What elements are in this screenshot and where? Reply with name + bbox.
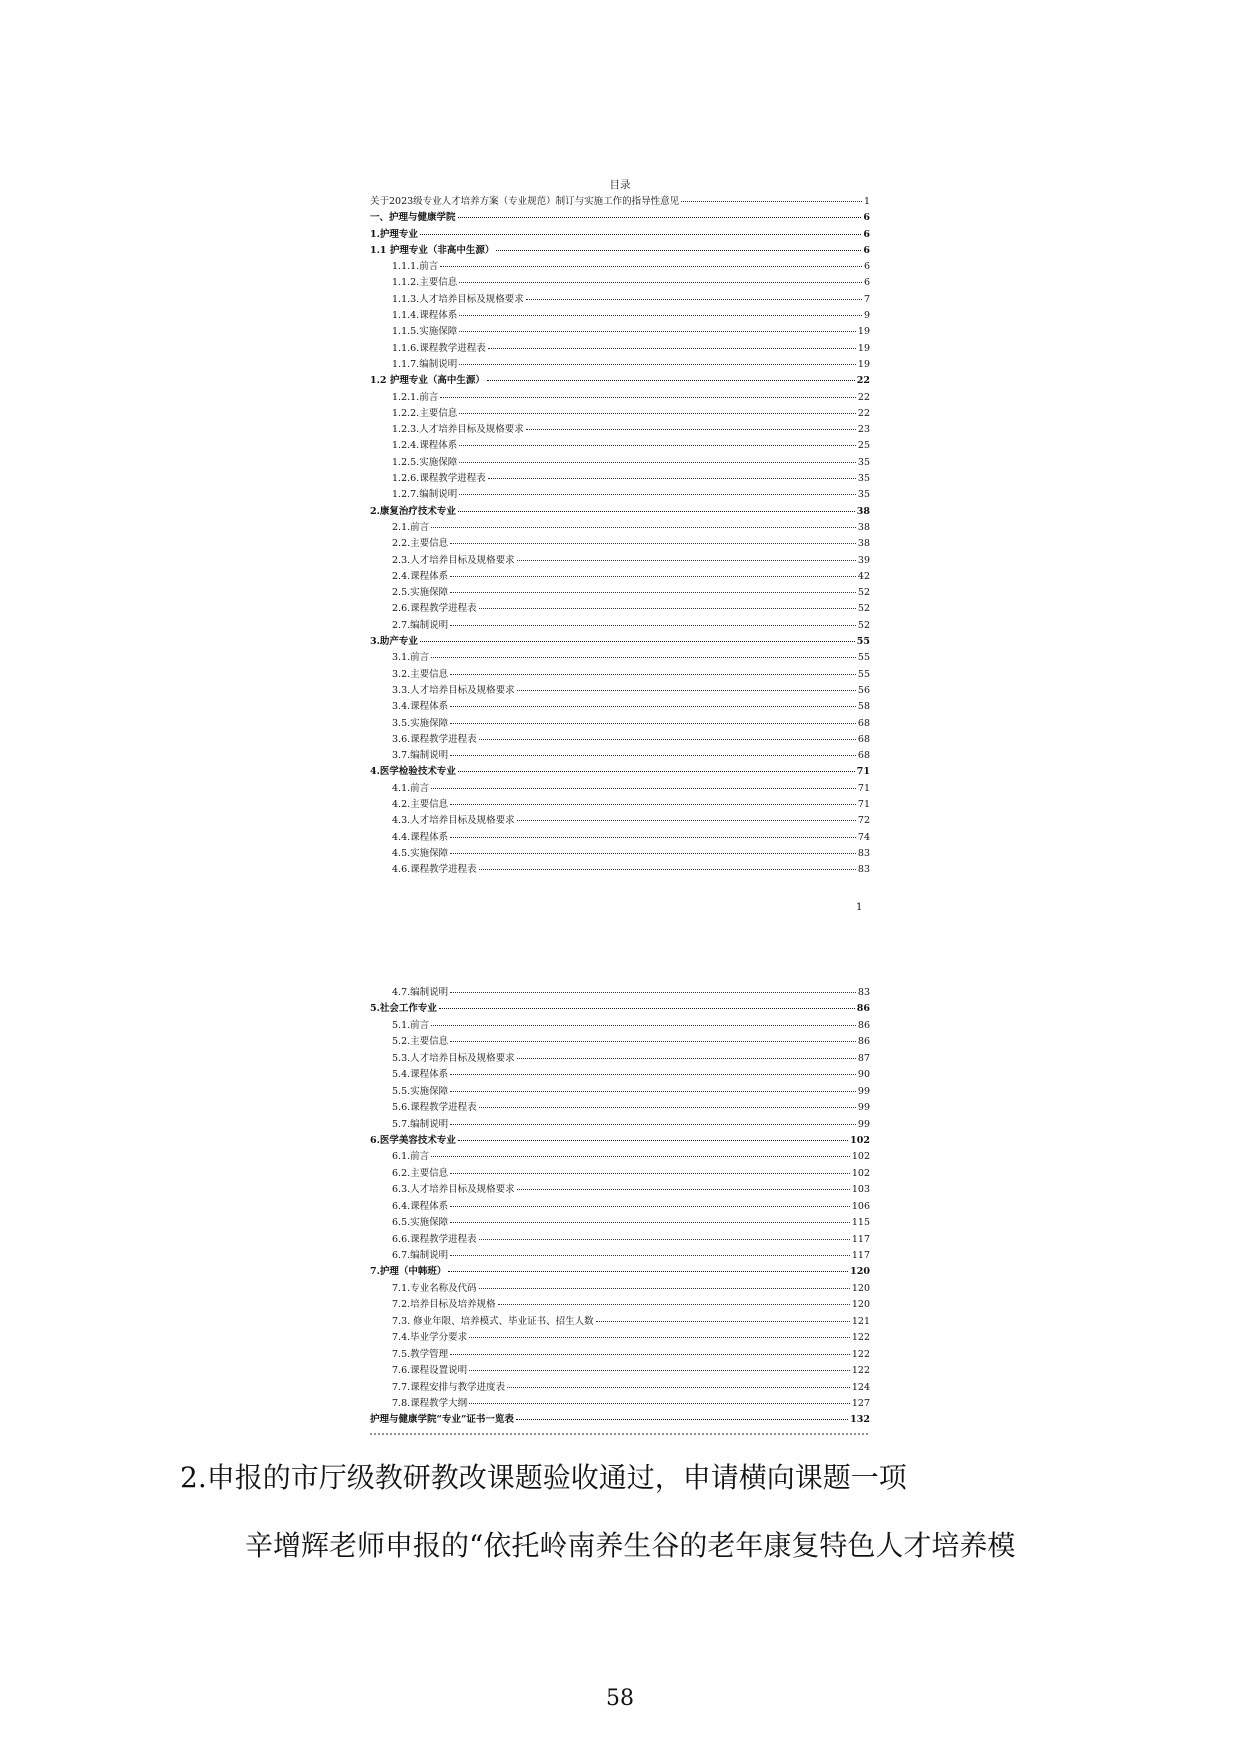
toc-leader-dots <box>448 1271 848 1272</box>
toc-entry <box>370 601 870 617</box>
toc-entry <box>370 1149 870 1165</box>
cut-off-line <box>370 1433 870 1435</box>
toc-entry-label: 3.1.前言 <box>392 652 430 664</box>
toc-entry-page: 6 <box>863 261 870 273</box>
toc-entry-page: 39 <box>857 554 870 566</box>
toc-entry-label: 2.1.前言 <box>392 521 430 533</box>
toc-entry-page: 106 <box>851 1200 870 1212</box>
toc-entry <box>370 1018 870 1034</box>
toc-entry <box>370 536 870 552</box>
toc-entry <box>370 569 870 585</box>
toc-entry-label: 7.7.课程安排与教学进度表 <box>392 1381 506 1393</box>
toc-entry-label: 6.医学美容技术专业 <box>370 1134 456 1146</box>
toc-page-number: 1 <box>856 902 863 913</box>
toc-entry-label: 1.1.1.前言 <box>392 261 439 273</box>
toc-entry-page: 86 <box>857 1036 870 1048</box>
toc-entry-page: 22 <box>857 391 870 403</box>
toc-entry <box>370 1412 870 1428</box>
toc-leader-dots <box>450 592 856 593</box>
toc-entry <box>370 1232 870 1248</box>
toc-entry-label: 7.4.毕业学分要求 <box>392 1332 468 1344</box>
page-number: 58 <box>606 1686 634 1711</box>
toc-leader-dots <box>479 1288 850 1289</box>
toc-entry-label: 1.1.7.编制说明 <box>392 358 458 370</box>
toc-entry-label: 1.1.4.课程体系 <box>392 310 458 322</box>
toc-leader-dots <box>479 1107 856 1108</box>
toc-leader-dots <box>431 1156 850 1157</box>
toc-entry-page: 35 <box>857 489 870 501</box>
toc-entry-label: 4.7.编制说明 <box>392 987 449 998</box>
toc-entry <box>370 227 870 243</box>
toc-entry <box>370 438 870 454</box>
toc-entry-page: 124 <box>851 1381 870 1393</box>
toc-leader-dots <box>450 1074 856 1075</box>
toc-leader-dots <box>450 706 856 707</box>
toc-entry-label: 5.社会工作专业 <box>370 1003 437 1015</box>
toc-entry-page: 38 <box>857 521 870 533</box>
toc-entry-label: 7.5.教学管理 <box>392 1348 449 1360</box>
toc-entry-page: 68 <box>857 717 870 729</box>
toc-entry-page: 99 <box>857 1118 870 1130</box>
toc-entry-page: 132 <box>850 1414 870 1426</box>
toc-entry-label: 7.3. 修业年限、培养模式、毕业证书、招生人数 <box>392 1315 594 1327</box>
toc-entry-page: 83 <box>857 864 870 876</box>
toc-leader-dots <box>450 853 856 854</box>
toc-entry <box>370 1314 870 1330</box>
toc-entry-page: 68 <box>857 750 870 762</box>
toc-entry-page: 55 <box>857 668 870 680</box>
toc-entry-page: 115 <box>851 1217 870 1229</box>
toc-entry-page: 122 <box>851 1365 870 1377</box>
toc-entry-page: 22 <box>857 407 870 419</box>
toc-leader-dots <box>450 1354 850 1355</box>
toc-leader-dots <box>450 1124 856 1125</box>
toc-leader-dots <box>596 1321 850 1322</box>
toc-entry <box>370 1380 870 1396</box>
toc-entry-page: 117 <box>851 1250 870 1261</box>
toc-entry-label: 6.2.主要信息 <box>392 1167 449 1179</box>
toc-leader-dots <box>496 250 861 251</box>
toc-entry-page: 9 <box>863 310 870 322</box>
toc-leader-dots <box>479 608 856 609</box>
toc-entry-label: 4.6.课程教学进程表 <box>392 864 477 876</box>
toc-entry-page: 120 <box>851 1282 870 1294</box>
toc-entry-page: 58 <box>857 701 870 713</box>
toc-leader-dots <box>507 1387 850 1388</box>
toc-entry <box>370 1363 870 1379</box>
toc-entry-page: 102 <box>850 1134 870 1146</box>
toc-entry-label: 7.8.课程教学大纲 <box>392 1397 468 1409</box>
toc-entry-label: 3.助产专业 <box>370 636 418 648</box>
toc-entry-page: 122 <box>851 1348 870 1360</box>
toc-entry-page: 55 <box>856 636 870 648</box>
toc-entry-page: 38 <box>856 505 870 517</box>
toc-page-2 <box>370 985 870 1429</box>
toc-entry-page: 71 <box>857 782 870 794</box>
toc-leader-dots <box>516 1419 848 1420</box>
toc-entry-page: 35 <box>857 473 870 485</box>
toc-leader-dots <box>431 657 856 658</box>
toc-entry <box>370 275 870 291</box>
toc-page-1 <box>370 178 870 878</box>
toc-entry-label: 3.7.编制说明 <box>392 750 449 762</box>
toc-entry-label: 4.2.主要信息 <box>392 798 449 810</box>
toc-entry-label: 1.1.2.主要信息 <box>392 277 458 289</box>
toc-entry <box>370 1199 870 1215</box>
toc-entry <box>370 1051 870 1067</box>
toc-entry-label: 6.5.实施保障 <box>392 1217 449 1229</box>
toc-entry-label: 一、护理与健康学院 <box>370 212 456 224</box>
toc-entry-label: 1.2.2.主要信息 <box>392 407 458 419</box>
toc-leader-dots <box>450 837 856 838</box>
toc-leader-dots <box>458 217 862 218</box>
toc-entry-page: 72 <box>857 815 870 827</box>
toc-entry-label: 4.4.课程体系 <box>392 831 449 843</box>
toc-entry <box>370 259 870 275</box>
toc-leader-dots <box>450 804 856 805</box>
toc-leader-dots <box>517 1189 850 1190</box>
toc-entry-page: 120 <box>850 1266 870 1278</box>
toc-entry-page: 6 <box>863 244 870 256</box>
toc-entry <box>370 471 870 487</box>
toc-entry-label: 1.2.5.实施保障 <box>392 456 458 468</box>
toc-entry <box>370 667 870 683</box>
toc-entry <box>370 650 870 666</box>
toc-leader-dots <box>431 788 856 789</box>
toc-entry <box>370 406 870 422</box>
toc-entry-page: 42 <box>857 570 870 582</box>
toc-entry-label: 5.7.编制说明 <box>392 1118 449 1130</box>
toc-entry-label: 1.2.1.前言 <box>392 391 439 403</box>
toc-entry <box>370 1100 870 1116</box>
toc-entry <box>370 341 870 357</box>
toc-entry-page: 6 <box>863 277 870 289</box>
toc-entry <box>370 292 870 308</box>
toc-leader-dots <box>431 1025 856 1026</box>
toc-entry <box>370 422 870 438</box>
toc-leader-dots <box>458 511 855 512</box>
toc-entry <box>370 243 870 259</box>
toc-entry-page: 19 <box>857 326 870 338</box>
toc-entry <box>370 390 870 406</box>
toc-entry-page: 1 <box>863 196 870 207</box>
toc-entry-page: 6 <box>863 212 870 224</box>
toc-entry-label: 1.2.6.课程教学进程表 <box>392 473 486 485</box>
toc-leader-dots <box>431 527 856 528</box>
toc-entry-page: 83 <box>857 847 870 859</box>
toc-entry <box>370 1297 870 1313</box>
toc-entry-page: 121 <box>851 1315 870 1327</box>
toc-entry <box>370 1248 870 1264</box>
toc-entry <box>370 194 870 210</box>
toc-entry <box>370 862 870 878</box>
toc-entry-label: 2.5.实施保障 <box>392 587 449 599</box>
toc-entry-label: 5.1.前言 <box>392 1019 430 1031</box>
toc-entry-label: 3.2.主要信息 <box>392 668 449 680</box>
toc-entry-label: 6.7.编制说明 <box>392 1250 449 1261</box>
toc-entry <box>370 1117 870 1133</box>
toc-entry-page: 87 <box>857 1052 870 1064</box>
toc-entry-label: 1.2.4.课程体系 <box>392 440 458 452</box>
toc-entry-page: 103 <box>851 1184 870 1196</box>
toc-entry-label: 1.1.6.课程教学进程表 <box>392 342 486 354</box>
toc-entry-label: 1.1 护理专业（非高中生源） <box>370 244 495 256</box>
toc-entry <box>370 1347 870 1363</box>
toc-title: 目录 <box>609 179 631 191</box>
toc-leader-dots <box>450 625 856 626</box>
toc-entry-label: 4.5.实施保障 <box>392 847 449 859</box>
toc-leader-dots <box>681 201 862 202</box>
toc-entry-label: 1.2.3.人才培养目标及规格要求 <box>392 424 524 436</box>
toc-leader-dots <box>517 1058 856 1059</box>
toc-entry <box>370 210 870 226</box>
toc-entries <box>370 985 870 1429</box>
toc-leader-dots <box>450 576 856 577</box>
toc-entry <box>370 308 870 324</box>
toc-leader-dots <box>469 1370 850 1371</box>
toc-entry <box>370 504 870 520</box>
toc-leader-dots <box>420 234 861 235</box>
toc-entry-page: 52 <box>857 603 870 615</box>
toc-entry <box>370 1396 870 1412</box>
toc-entry <box>370 1133 870 1149</box>
toc-entry-label: 6.4.课程体系 <box>392 1200 449 1212</box>
toc-entry-label: 7.护理（中韩班） <box>370 1266 447 1278</box>
toc-entry <box>370 813 870 829</box>
toc-leader-dots <box>450 1206 850 1207</box>
toc-leader-dots <box>459 282 862 283</box>
toc-leader-dots <box>488 478 856 479</box>
toc-entry <box>370 748 870 764</box>
toc-entry-label: 1.1.5.实施保障 <box>392 326 458 338</box>
toc-entry <box>370 1084 870 1100</box>
toc-entry-page: 127 <box>851 1397 870 1409</box>
toc-leader-dots <box>498 1304 850 1305</box>
toc-entry-label: 3.5.实施保障 <box>392 717 449 729</box>
toc-entry-page: 7 <box>863 293 870 305</box>
toc-leader-dots <box>450 1222 850 1223</box>
toc-entry <box>370 618 870 634</box>
toc-entry-page: 52 <box>857 587 870 599</box>
toc-entry-page: 71 <box>856 766 870 778</box>
toc-entry-page: 19 <box>857 342 870 354</box>
toc-entry-label: 4.医学检验技术专业 <box>370 766 456 778</box>
toc-leader-dots <box>459 445 856 446</box>
toc-entry <box>370 1067 870 1083</box>
toc-entry <box>370 487 870 503</box>
toc-entry-page: 38 <box>857 538 870 550</box>
toc-leader-dots <box>526 429 856 430</box>
toc-entry <box>370 585 870 601</box>
toc-leader-dots <box>450 992 856 993</box>
toc-entry-page: 56 <box>857 684 870 696</box>
toc-leader-dots <box>439 1008 855 1009</box>
toc-entry-page: 117 <box>851 1233 870 1245</box>
toc-entry-label: 3.4.课程体系 <box>392 701 449 713</box>
toc-leader-dots <box>459 494 856 495</box>
toc-entry <box>370 683 870 699</box>
toc-entry <box>370 1281 870 1297</box>
toc-entry-label: 2.4.课程体系 <box>392 570 449 582</box>
toc-entry-label: 护理与健康学院“专业”证书一览表 <box>370 1414 514 1426</box>
toc-entry-page: 102 <box>851 1151 870 1163</box>
toc-entry-label: 1.2.7.编制说明 <box>392 489 458 501</box>
toc-entry-page: 120 <box>851 1299 870 1311</box>
toc-entry <box>370 324 870 340</box>
toc-entry-label: 4.3.人才培养目标及规格要求 <box>392 815 515 827</box>
toc-entry-label: 6.1.前言 <box>392 1151 430 1163</box>
toc-entry-label: 3.6.课程教学进程表 <box>392 733 477 745</box>
toc-entry <box>370 373 870 389</box>
toc-entry <box>370 985 870 1001</box>
toc-leader-dots <box>469 1403 850 1404</box>
toc-entry <box>370 357 870 373</box>
toc-entry-page: 52 <box>857 619 870 631</box>
toc-entry-label: 6.3.人才培养目标及规格要求 <box>392 1184 515 1196</box>
toc-leader-dots <box>517 820 856 821</box>
body-paragraph-heading: 2.申报的市厅级教研教改课题验收通过，申请横向课题一项 <box>180 1461 907 1494</box>
toc-entry-label: 6.6.课程教学进程表 <box>392 1233 477 1245</box>
toc-entry-label: 7.1.专业名称及代码 <box>392 1282 477 1294</box>
toc-entry <box>370 797 870 813</box>
toc-entry <box>370 830 870 846</box>
toc-entry-page: 122 <box>851 1332 870 1344</box>
toc-entry <box>370 732 870 748</box>
toc-entry <box>370 520 870 536</box>
toc-entry-page: 35 <box>857 456 870 468</box>
toc-leader-dots <box>487 380 855 381</box>
toc-entry-label: 7.2.培养目标及培养规格 <box>392 1299 496 1311</box>
toc-entry <box>370 1001 870 1017</box>
toc-leader-dots <box>479 1239 850 1240</box>
toc-entry <box>370 1330 870 1346</box>
toc-entry-label: 2.3.人才培养目标及规格要求 <box>392 554 515 566</box>
toc-entry <box>370 781 870 797</box>
toc-entry <box>370 1166 870 1182</box>
toc-entry <box>370 553 870 569</box>
toc-entry-page: 102 <box>851 1167 870 1179</box>
toc-entry-page: 99 <box>857 1102 870 1114</box>
toc-entry <box>370 1215 870 1231</box>
toc-entry-page: 55 <box>857 652 870 664</box>
toc-leader-dots <box>488 348 856 349</box>
toc-entry-page: 74 <box>857 831 870 843</box>
toc-leader-dots <box>459 462 856 463</box>
body-paragraph: 辛增辉老师申报的“依托岭南养生谷的老年康复特色人才培养模 <box>245 1529 1016 1562</box>
toc-entry-page: 86 <box>857 1019 870 1031</box>
toc-entry-page: 83 <box>857 987 870 998</box>
toc-entry-label: 1.2 护理专业（高中生源） <box>370 375 485 387</box>
toc-leader-dots <box>440 397 856 398</box>
toc-leader-dots <box>440 266 862 267</box>
toc-entry-label: 2.康复治疗技术专业 <box>370 505 456 517</box>
toc-entry <box>370 1264 870 1280</box>
toc-leader-dots <box>469 1337 850 1338</box>
toc-entry-page: 86 <box>856 1003 870 1015</box>
toc-entry <box>370 846 870 862</box>
toc-leader-dots <box>459 413 856 414</box>
toc-entry <box>370 455 870 471</box>
toc-entry-page: 19 <box>857 358 870 370</box>
toc-entry-label: 5.5.实施保障 <box>392 1085 449 1097</box>
toc-entry-label: 5.4.课程体系 <box>392 1069 449 1081</box>
toc-entry-label: 2.7.编制说明 <box>392 619 449 631</box>
toc-entry-label: 3.3.人才培养目标及规格要求 <box>392 684 515 696</box>
toc-leader-dots <box>459 331 856 332</box>
toc-entries <box>370 194 870 878</box>
toc-leader-dots <box>458 771 855 772</box>
toc-entry-label: 5.2.主要信息 <box>392 1036 449 1048</box>
toc-leader-dots <box>517 560 856 561</box>
toc-leader-dots <box>420 641 855 642</box>
toc-entry <box>370 634 870 650</box>
toc-leader-dots <box>450 1173 850 1174</box>
toc-entry-page: 23 <box>857 424 870 436</box>
toc-leader-dots <box>450 1091 856 1092</box>
toc-entry-label: 2.2.主要信息 <box>392 538 449 550</box>
toc-entry <box>370 699 870 715</box>
toc-leader-dots <box>458 1140 848 1141</box>
toc-leader-dots <box>517 690 856 691</box>
toc-entry <box>370 1034 870 1050</box>
toc-leader-dots <box>450 543 856 544</box>
toc-entry-label: 1.护理专业 <box>370 228 418 240</box>
toc-entry-page: 71 <box>857 798 870 810</box>
toc-entry-page: 6 <box>863 228 870 240</box>
toc-entry-label: 4.1.前言 <box>392 782 430 794</box>
toc-entry-label: 1.1.3.人才培养目标及规格要求 <box>392 293 524 305</box>
toc-leader-dots <box>479 869 856 870</box>
toc-leader-dots <box>450 1255 850 1256</box>
toc-entry-label: 关于2023级专业人才培养方案（专业规范）制订与实施工作的指导性意见 <box>370 196 680 207</box>
toc-leader-dots <box>479 739 856 740</box>
toc-entry-page: 22 <box>856 375 870 387</box>
toc-leader-dots <box>450 674 856 675</box>
toc-leader-dots <box>450 755 856 756</box>
toc-entry <box>370 1182 870 1198</box>
toc-entry-label: 5.6.课程教学进程表 <box>392 1102 477 1114</box>
toc-entry-page: 68 <box>857 733 870 745</box>
toc-entry-label: 2.6.课程教学进程表 <box>392 603 477 615</box>
toc-entry-page: 25 <box>857 440 870 452</box>
toc-entry-page: 90 <box>857 1069 870 1081</box>
toc-leader-dots <box>526 299 862 300</box>
toc-entry-page: 99 <box>857 1085 870 1097</box>
toc-entry <box>370 716 870 732</box>
toc-entry-label: 5.3.人才培养目标及规格要求 <box>392 1052 515 1064</box>
toc-leader-dots <box>450 1041 856 1042</box>
toc-entry-label: 7.6.课程设置说明 <box>392 1365 468 1377</box>
toc-leader-dots <box>459 315 862 316</box>
toc-leader-dots <box>459 364 856 365</box>
toc-entry <box>370 764 870 780</box>
toc-leader-dots <box>450 723 856 724</box>
